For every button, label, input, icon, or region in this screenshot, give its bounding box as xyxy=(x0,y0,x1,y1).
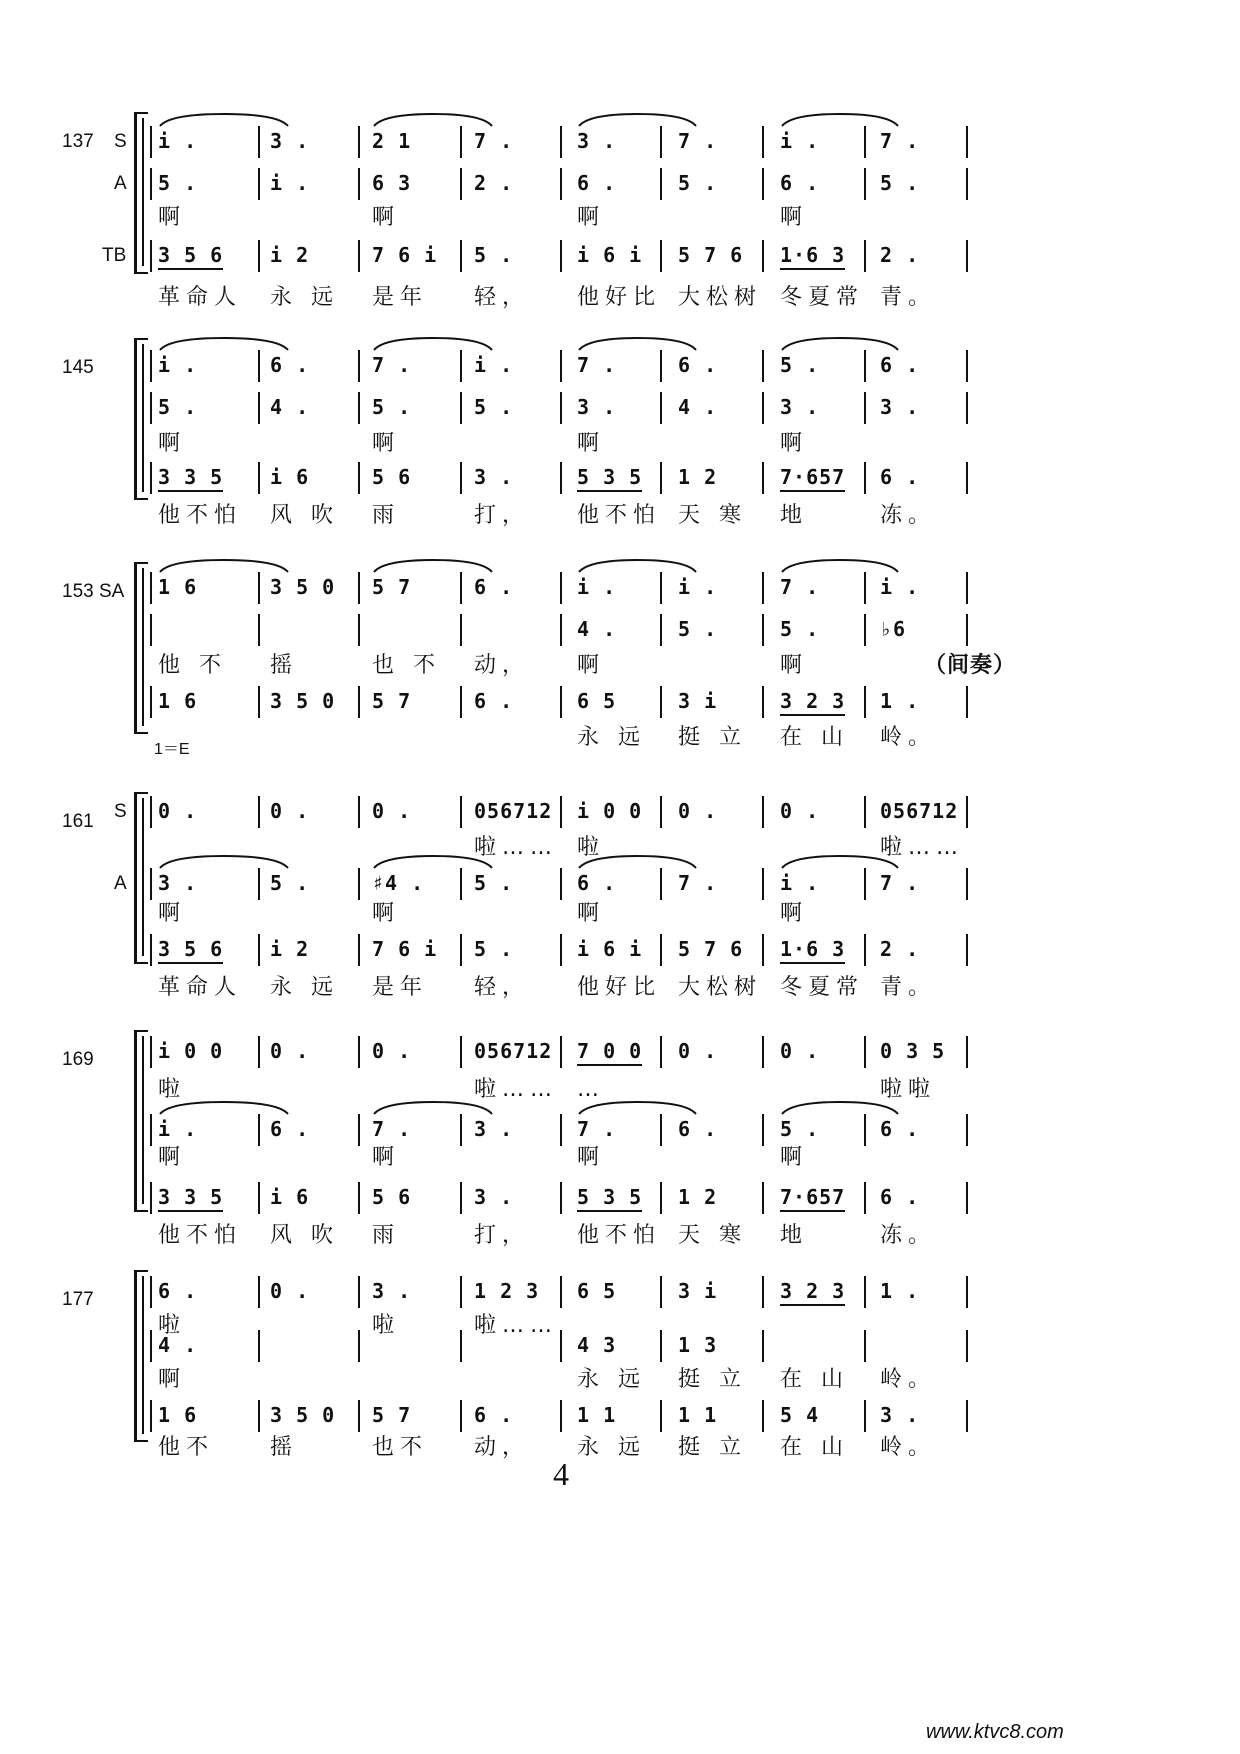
sa-melody-cell: 1 6 xyxy=(158,575,198,599)
soprano-lyric-cell: 啦 xyxy=(158,1313,187,1338)
sa-melody-cell: 6 . xyxy=(474,575,514,599)
lower-lyric-cell: 动， xyxy=(474,1435,531,1460)
upper-lyric-cell: 也 不 xyxy=(372,653,441,678)
soprano-cell: 6 5 xyxy=(577,1279,617,1303)
alto-cell: 5 . xyxy=(158,395,198,419)
soprano-lyric-cell: 啦 xyxy=(577,835,606,860)
soprano-lyric-cell: 啦…… xyxy=(474,1077,559,1102)
soprano-cell: 0 3 5 xyxy=(880,1039,946,1063)
tenor-bass-cell: i 2 xyxy=(270,937,310,961)
tenor-bass-cell: i 6 xyxy=(270,465,310,489)
sa-lower-cell: 5 . xyxy=(678,617,718,641)
slur xyxy=(374,856,492,868)
slur xyxy=(782,114,898,126)
soprano-cell: i 0 0 xyxy=(577,799,643,823)
slur xyxy=(374,560,492,572)
soprano-cell: i . xyxy=(474,353,514,377)
tenor-bass-cell: 5 . xyxy=(474,243,514,267)
soprano-cell: 6 . xyxy=(158,1279,198,1303)
tenor-bass-cell: 5 3 5 xyxy=(577,465,643,489)
lower-lyric-cell: 青。 xyxy=(880,285,937,310)
lower-lyric-cell: 青。 xyxy=(880,975,937,1000)
upper-lyric-cell: 啊 xyxy=(158,1145,187,1170)
alto-cell: 3 . xyxy=(780,395,820,419)
alto-cell: 5 . xyxy=(474,871,514,895)
soprano-lyric-cell: … xyxy=(577,1077,605,1102)
lower-lyric-cell: 革命人 xyxy=(158,285,243,310)
slur xyxy=(579,338,696,350)
upper-lyric-cell: 啊 xyxy=(577,205,606,230)
sa-melody-cell: 7 . xyxy=(780,575,820,599)
tenor-bass-cell: 2 . xyxy=(880,937,920,961)
slur xyxy=(782,1102,898,1114)
measure-number: 153 SA xyxy=(62,581,125,602)
measure-number: 161 xyxy=(62,811,94,832)
upper-lyric-cell: 在 山 xyxy=(780,1367,849,1392)
tenor-bass-cell: 5 4 xyxy=(780,1403,820,1427)
interlude-mark: （间奏） xyxy=(924,653,1017,678)
lower-lyric-cell: 挺 立 xyxy=(678,725,747,750)
alto-cell: 6 . xyxy=(270,1117,310,1141)
lower-lyric-cell: 他不 xyxy=(158,1435,215,1460)
alto-cell: 4 . xyxy=(270,395,310,419)
lower-lyric-cell: 大松树 xyxy=(678,285,763,310)
tenor-bass-cell: 7·657 xyxy=(780,1185,846,1209)
soprano-cell: 0 . xyxy=(372,799,412,823)
lower-lyric-cell: 永 远 xyxy=(270,975,339,1000)
soprano-cell: 0 . xyxy=(372,1039,412,1063)
lower-lyric-cell: 也不 xyxy=(372,1435,429,1460)
soprano-cell: 7 . xyxy=(474,129,514,153)
tenor-bass-cell: 6 5 xyxy=(577,689,617,713)
slur xyxy=(782,560,898,572)
alto-cell: 5 . xyxy=(780,1117,820,1141)
lower-lyric-cell: 轻， xyxy=(474,285,531,310)
soprano-cell: 7 . xyxy=(678,129,718,153)
tenor-bass-cell: 1 1 xyxy=(678,1403,718,1427)
soprano-cell: 0 . xyxy=(678,1039,718,1063)
alto-cell: 5 . xyxy=(678,171,718,195)
tenor-bass-cell: 3 3 5 xyxy=(158,1185,224,1209)
sa-lower-cell: 5 . xyxy=(780,617,820,641)
slur xyxy=(374,114,492,126)
alto-cell: i . xyxy=(270,171,310,195)
soprano-cell: 0 . xyxy=(678,799,718,823)
alto-cell: 5 . xyxy=(880,171,920,195)
soprano-cell: 7 . xyxy=(577,353,617,377)
slur xyxy=(579,856,696,868)
soprano-cell: 3 . xyxy=(577,129,617,153)
soprano-cell: 1 . xyxy=(880,1279,920,1303)
soprano-lyric-cell: 啦 xyxy=(372,1313,401,1338)
soprano-cell: 0 . xyxy=(158,799,198,823)
alto-cell: 3 . xyxy=(158,871,198,895)
upper-lyric-cell: 岭。 xyxy=(880,1367,937,1392)
lower-lyric-cell: 天 寒 xyxy=(678,503,747,528)
upper-lyric-cell: 啊 xyxy=(372,901,401,926)
lower-lyric-cell: 他不怕 xyxy=(577,503,662,528)
slur xyxy=(579,560,696,572)
lower-lyric-cell: 他不怕 xyxy=(158,1223,243,1248)
tenor-bass-cell: 1 6 xyxy=(158,1403,198,1427)
alto-cell: 3 . xyxy=(577,395,617,419)
tenor-bass-cell: 3 i xyxy=(678,689,718,713)
tenor-bass-cell: 5 6 xyxy=(372,465,412,489)
alto-cell: 4 3 xyxy=(577,1333,617,1357)
tenor-bass-cell: 3 3 5 xyxy=(158,465,224,489)
tenor-bass-cell: 7·657 xyxy=(780,465,846,489)
slur xyxy=(374,1102,492,1114)
upper-lyric-cell: 摇 xyxy=(270,653,299,678)
lower-lyric-cell: 他不怕 xyxy=(577,1223,662,1248)
soprano-cell: 0 . xyxy=(270,799,310,823)
sa-melody-cell: i . xyxy=(880,575,920,599)
lower-lyric-cell: 打， xyxy=(474,1223,531,1248)
lower-lyric-cell: 永 远 xyxy=(577,725,646,750)
soprano-lyric-cell: 啦…… xyxy=(474,835,559,860)
tenor-bass-cell: 5 . xyxy=(474,937,514,961)
upper-lyric-cell: 啊 xyxy=(158,431,187,456)
soprano-cell: 7 . xyxy=(880,129,920,153)
tenor-bass-cell: 5 6 xyxy=(372,1185,412,1209)
measure-number: 145 xyxy=(62,357,94,378)
tenor-bass-cell: 3 2 3 xyxy=(780,689,846,713)
tenor-bass-cell: 6 . xyxy=(474,1403,514,1427)
soprano-cell: 056712 xyxy=(474,799,553,823)
upper-lyric-cell: 永 远 xyxy=(577,1367,646,1392)
lower-lyric-cell: 冻。 xyxy=(880,503,937,528)
sa-melody-cell: 5 7 xyxy=(372,575,412,599)
soprano-cell: 0 . xyxy=(270,1039,310,1063)
alto-cell: 3 . xyxy=(474,1117,514,1141)
sa-melody-cell: i . xyxy=(678,575,718,599)
soprano-cell: i . xyxy=(780,129,820,153)
upper-lyric-cell: 啊 xyxy=(780,901,809,926)
soprano-lyric-cell: 啦…… xyxy=(474,1313,559,1338)
lower-lyric-cell: 冻。 xyxy=(880,1223,937,1248)
soprano-cell: 3 i xyxy=(678,1279,718,1303)
sa-lower-cell: 4 . xyxy=(577,617,617,641)
tenor-bass-cell: i 6 i xyxy=(577,937,643,961)
upper-lyric-cell: 啊 xyxy=(372,1145,401,1170)
lower-lyric-cell: 大松树 xyxy=(678,975,763,1000)
voice-label: S xyxy=(114,801,127,822)
lower-lyric-cell: 摇 xyxy=(270,1435,299,1460)
alto-cell: 6 . xyxy=(577,871,617,895)
lower-lyric-cell: 地 xyxy=(780,503,809,528)
alto-cell: 4 . xyxy=(678,395,718,419)
alto-cell: 5 . xyxy=(158,171,198,195)
lower-lyric-cell: 风 吹 xyxy=(270,503,339,528)
tenor-bass-cell: 7 6 i xyxy=(372,243,438,267)
alto-cell: 7 . xyxy=(577,1117,617,1141)
lower-lyric-cell: 雨 xyxy=(372,1223,401,1248)
lower-lyric-cell: 冬夏常 xyxy=(780,975,865,1000)
alto-cell: 6 3 xyxy=(372,171,412,195)
soprano-cell: 0 . xyxy=(780,799,820,823)
tenor-bass-cell: 5 7 6 xyxy=(678,937,744,961)
upper-lyric-cell: 啊 xyxy=(780,431,809,456)
alto-cell: 5 . xyxy=(474,395,514,419)
tenor-bass-cell: 5 7 xyxy=(372,1403,412,1427)
lower-lyric-cell: 在 山 xyxy=(780,1435,849,1460)
alto-cell: 5 . xyxy=(372,395,412,419)
soprano-cell: 6 . xyxy=(678,353,718,377)
tenor-bass-cell: 5 7 6 xyxy=(678,243,744,267)
lower-lyric-cell: 风 吹 xyxy=(270,1223,339,1248)
tenor-bass-cell: 3 . xyxy=(474,465,514,489)
slur xyxy=(160,560,288,572)
slur xyxy=(160,338,288,350)
upper-lyric-cell: 啊 xyxy=(780,1145,809,1170)
soprano-cell: 6 . xyxy=(270,353,310,377)
upper-lyric-cell: 啊 xyxy=(577,1145,606,1170)
upper-lyric-cell: 啊 xyxy=(577,901,606,926)
tenor-bass-cell: 2 . xyxy=(880,243,920,267)
measure-number: 137 xyxy=(62,131,94,152)
alto-cell: 2 . xyxy=(474,171,514,195)
slur xyxy=(160,856,288,868)
lower-lyric-cell: 他好比 xyxy=(577,975,662,1000)
slur xyxy=(579,1102,696,1114)
upper-lyric-cell: 啊 xyxy=(780,205,809,230)
soprano-cell: 056712 xyxy=(474,1039,553,1063)
tenor-bass-cell: i 2 xyxy=(270,243,310,267)
tenor-bass-cell: 3 5 6 xyxy=(158,937,224,961)
tenor-bass-cell: 7 6 i xyxy=(372,937,438,961)
upper-lyric-cell: 动， xyxy=(474,653,531,678)
lower-lyric-cell: 打， xyxy=(474,503,531,528)
lower-lyric-cell: 岭。 xyxy=(880,725,937,750)
lower-lyric-cell: 在 山 xyxy=(780,725,849,750)
slur xyxy=(782,338,898,350)
tenor-bass-cell: 1 . xyxy=(880,689,920,713)
lower-lyric-cell: 他不怕 xyxy=(158,503,243,528)
soprano-cell: 7 . xyxy=(372,353,412,377)
lower-lyric-cell: 永 远 xyxy=(577,1435,646,1460)
slur xyxy=(160,114,288,126)
lower-lyric-cell: 轻， xyxy=(474,975,531,1000)
key-change: 1＝E xyxy=(154,741,190,758)
measure-number: 177 xyxy=(62,1289,94,1310)
upper-lyric-cell: 啊 xyxy=(577,431,606,456)
tenor-bass-cell: 1 2 xyxy=(678,465,718,489)
soprano-cell: 1 2 3 xyxy=(474,1279,540,1303)
watermark: www.ktvc8.com xyxy=(926,1721,1064,1743)
tenor-bass-cell: 3 5 6 xyxy=(158,243,224,267)
alto-cell: i . xyxy=(158,1117,198,1141)
measure-number: 169 xyxy=(62,1049,94,1070)
soprano-cell: 3 . xyxy=(372,1279,412,1303)
alto-cell: 4 . xyxy=(158,1333,198,1357)
alto-cell: 1 3 xyxy=(678,1333,718,1357)
upper-lyric-cell: 啊 xyxy=(372,205,401,230)
soprano-cell: i . xyxy=(158,129,198,153)
alto-cell: 7 . xyxy=(372,1117,412,1141)
tenor-bass-cell: 3 . xyxy=(880,1403,920,1427)
soprano-lyric-cell: 啦啦 xyxy=(880,1077,937,1102)
upper-lyric-cell: 他 不 xyxy=(158,653,227,678)
alto-cell: ♯4 . xyxy=(372,871,425,895)
voice-label: A xyxy=(114,873,127,894)
soprano-cell: 5 . xyxy=(780,353,820,377)
alto-cell: 5 . xyxy=(270,871,310,895)
voice-label: S xyxy=(114,131,127,152)
lower-lyric-cell: 天 寒 xyxy=(678,1223,747,1248)
sa-melody-cell: 3 5 0 xyxy=(270,575,336,599)
upper-lyric-cell: 啊 xyxy=(577,653,606,678)
alto-cell: i . xyxy=(780,871,820,895)
tenor-bass-cell: 6 . xyxy=(880,1185,920,1209)
page-number: 4 xyxy=(553,1456,569,1492)
lower-lyric-cell: 革命人 xyxy=(158,975,243,1000)
upper-lyric-cell: 挺 立 xyxy=(678,1367,747,1392)
tenor-bass-cell: 1 2 xyxy=(678,1185,718,1209)
lower-lyric-cell: 他好比 xyxy=(577,285,662,310)
upper-lyric-cell: 啊 xyxy=(372,431,401,456)
tenor-bass-cell: 1·6 3 xyxy=(780,937,846,961)
tenor-bass-cell: i 6 i xyxy=(577,243,643,267)
tenor-bass-cell: 5 3 5 xyxy=(577,1185,643,1209)
tenor-bass-cell: 1 6 xyxy=(158,689,198,713)
soprano-cell: 2 1 xyxy=(372,129,412,153)
tenor-bass-cell: 1 1 xyxy=(577,1403,617,1427)
lower-lyric-cell: 是年 xyxy=(372,285,429,310)
sa-melody-cell: i . xyxy=(577,575,617,599)
tenor-bass-cell: 5 7 xyxy=(372,689,412,713)
lower-lyric-cell: 地 xyxy=(780,1223,809,1248)
voice-label: A xyxy=(114,173,127,194)
soprano-lyric-cell: 啦…… xyxy=(880,835,965,860)
upper-lyric-cell: 啊 xyxy=(158,1367,187,1392)
tenor-bass-cell: 3 . xyxy=(474,1185,514,1209)
upper-lyric-cell: 啊 xyxy=(158,205,187,230)
soprano-lyric-cell: 啦 xyxy=(158,1077,187,1102)
slur xyxy=(782,856,898,868)
soprano-cell: 3 2 3 xyxy=(780,1279,846,1303)
soprano-cell: 3 . xyxy=(270,129,310,153)
lower-lyric-cell: 挺 立 xyxy=(678,1435,747,1460)
alto-cell: 6 . xyxy=(678,1117,718,1141)
lower-lyric-cell: 冬夏常 xyxy=(780,285,865,310)
slur xyxy=(579,114,696,126)
tenor-bass-cell: i 6 xyxy=(270,1185,310,1209)
soprano-cell: 7 0 0 xyxy=(577,1039,643,1063)
tenor-bass-cell: 3 5 0 xyxy=(270,689,336,713)
lower-lyric-cell: 永 远 xyxy=(270,285,339,310)
alto-cell: 3 . xyxy=(880,395,920,419)
soprano-cell: i . xyxy=(158,353,198,377)
slur xyxy=(160,1102,288,1114)
soprano-cell: 056712 xyxy=(880,799,959,823)
tenor-bass-cell: 3 5 0 xyxy=(270,1403,336,1427)
alto-cell: 7 . xyxy=(678,871,718,895)
sa-lower-cell: ♭6 xyxy=(880,617,907,641)
upper-lyric-cell: 啊 xyxy=(780,653,809,678)
lower-lyric-cell: 岭。 xyxy=(880,1435,937,1460)
tenor-bass-cell: 6 . xyxy=(474,689,514,713)
soprano-cell: 6 . xyxy=(880,353,920,377)
soprano-cell: i 0 0 xyxy=(158,1039,224,1063)
soprano-cell: 0 . xyxy=(270,1279,310,1303)
tenor-bass-cell: 1·6 3 xyxy=(780,243,846,267)
lower-lyric-cell: 是年 xyxy=(372,975,429,1000)
alto-cell: 7 . xyxy=(880,871,920,895)
slur xyxy=(374,338,492,350)
lower-lyric-cell: 雨 xyxy=(372,503,401,528)
upper-lyric-cell: 啊 xyxy=(158,901,187,926)
voice-label: TB xyxy=(102,245,127,266)
alto-cell: 6 . xyxy=(880,1117,920,1141)
tenor-bass-cell: 6 . xyxy=(880,465,920,489)
alto-cell: 6 . xyxy=(577,171,617,195)
alto-cell: 6 . xyxy=(780,171,820,195)
soprano-cell: 0 . xyxy=(780,1039,820,1063)
